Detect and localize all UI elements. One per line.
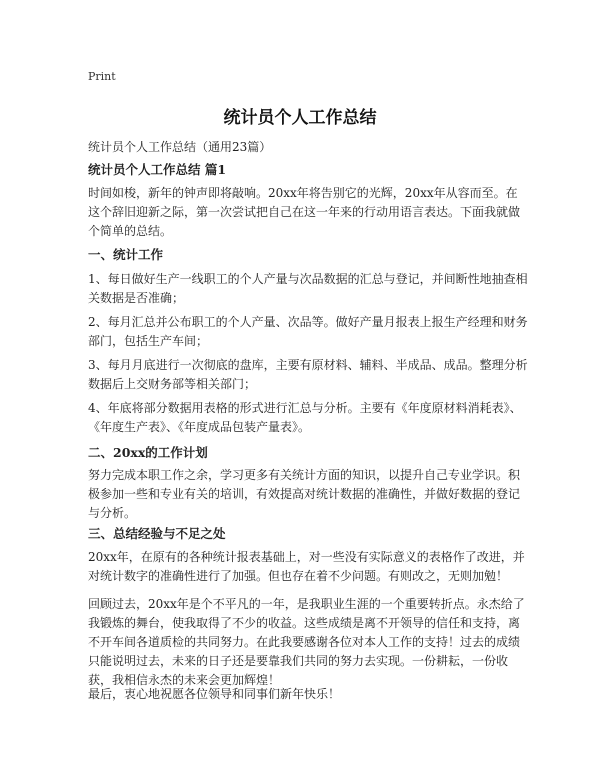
closing-paragraph: 最后，衷心地祝愿各位领导和同事们新年快乐！ [88, 687, 341, 701]
list-item: 2、每月汇总并公布职工的个人产量、次品等。做好产量月报表上报生产经理和财务部门，包括生产车间； [88, 315, 528, 348]
list-item: 1、每日做好生产一线职工的个人产量与次品数据的汇总与登记，并间断性地抽查相关数据是否准确； [88, 272, 528, 305]
list-item: 3、每月月底进行一次彻底的盘库，主要有原材料、辅料、半成品、成品。整理分析数据后上交财务部等相关部门； [88, 358, 528, 391]
intro-paragraph: 时间如梭，新年的钟声即将敲响。20xx年将告别它的光辉，20xx年从容而至。在这个辞旧迎新之际，第一次尝试把自己在这一年来的行动用语言表达。下面我就做个简单的总结。 [88, 186, 521, 238]
summary-paragraph-1: 20xx年，在原有的各种统计报表基础上，对一些没有实际意义的表格作了改进，并对统计数字的准确性进行了加强。但也存在着不少问题。有则改之，无则加勉！ [88, 550, 525, 583]
page-title: 统计员个人工作总结 [223, 108, 377, 128]
heading-work-plan: 二、20xx的工作计划 [88, 445, 208, 460]
summary-paragraph-2: 回顾过去，20xx年是个不平凡的一年，是我职业生涯的一个重要转折点。永杰给了我锻炼的舞台，使我取得了不少的收益。这些成绩是离不开领导的信任和支持，离不开车间各道质检的共同努力。在此我要感谢各位对本人工作的支持！过去的成绩只能说明过去，未来的日子还是要靠我们共同的努力去实现。一份耕耘，一份收获，我相信永杰的未来会更加辉煌！ [88, 597, 525, 687]
heading-statistics-work: 一、统计工作 [88, 247, 164, 262]
heading-summary: 三、总结经验与不足之处 [88, 526, 226, 541]
list-item: 4、年底将部分数据用表格的形式进行汇总与分析。主要有《年度原材料消耗表》、《年度生产表》、《年度成品包装产量表》。 [88, 401, 522, 434]
print-label: Print [88, 70, 116, 83]
document-subtitle: 统计员个人工作总结（通用23篇） [88, 140, 272, 154]
plan-paragraph: 努力完成本职工作之余，学习更多有关统计方面的知识，以提升自己专业学识。积极参加一些和专业有关的培训，有效提高对统计数据的准确性，并做好数据的登记与分析。 [88, 468, 521, 520]
section-title: 统计员个人工作总结 篇1 [88, 162, 227, 177]
